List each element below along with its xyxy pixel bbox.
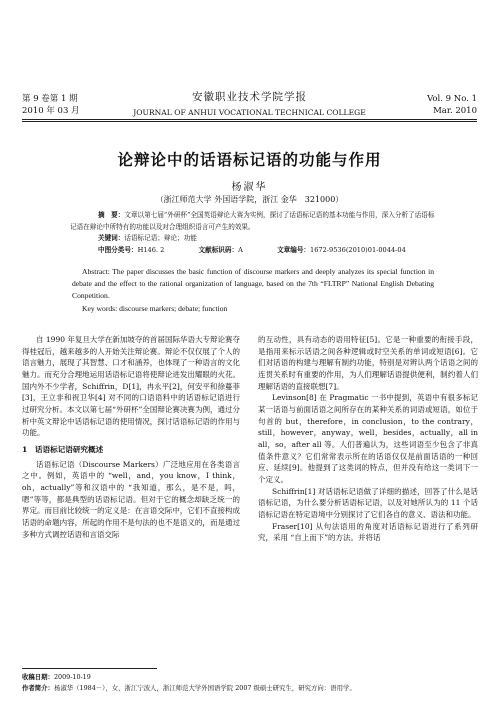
left-paragraph-1: 自 1990 年复旦大学在新加坡夺的首届国际华语大专辩论赛夺得桂冠后，越来越多的人开始关注辩论赛。辩论不仅仅展了个人的语言魅力，展现了其智慧、口才和涵养，也体现了一种语言的文化魅力。而充分合理地运用话语标记语将使辩论进发出耀眼的火花。国内外不少学者，Schiffrin，D[1]，冉永平[2]，何安平和徐蔓菲[3]，王立非和祝卫华[4] 对不同的口语语料中的话语标记语进行过研究分析。本文以第七届“外研杯”全国辩论赛决赛为例，通过分析中英文辩论中话语标记语的使用情况，探讨话语标记语的作用与功能。 bbox=[22, 335, 240, 438]
article-number: 1672-9536(2010)01-0044-04 bbox=[310, 245, 406, 254]
doc-code: A bbox=[238, 245, 243, 254]
article-title: 论辩论中的话语标记语的功能与作用 bbox=[117, 150, 382, 169]
received-label: 收稿日期： bbox=[22, 673, 54, 681]
author-bio: 杨淑华（1984－），女，浙江宁波人，浙江师范大学外国语学院 2007 级硕士研究生，研究方向：语用学。 bbox=[53, 684, 356, 692]
right-paragraph-4: Fraser[10] 从句法语用的角度对话语标记语进行了系列研究，采用 “自上而下”的方法。并将话 bbox=[258, 521, 478, 543]
received-date: 2009-10-19 bbox=[53, 673, 91, 681]
keywords-label: 关键词： bbox=[98, 234, 125, 242]
author-name: 杨淑华 bbox=[231, 182, 268, 193]
journal-title-cn: 安徽职业技术学院学报 bbox=[192, 91, 307, 103]
keywords-text: 话语标记语；辩论；功能 bbox=[124, 234, 197, 242]
keywords-en: Key words: discourse markers; debate; function bbox=[82, 304, 228, 313]
abstract-cn bbox=[70, 210, 440, 256]
right-paragraph-1: 的互动性，具有动态的语用特征[5]。它是一种重要的衔接手段，是指用来标示话语之间各种逻辑或时空关系的单词或短语[6]。它们对话语的构建与理解有制约功能，特别是对辨认两个话语之间的连贯关系时有重要的作用，为人们理解话语提供便利，制约着人们理解话语的直接联想[7]。 bbox=[258, 335, 478, 391]
footnote-rule bbox=[22, 668, 157, 669]
header-rule-thin bbox=[22, 121, 477, 122]
right-paragraph-2: Levinson[8] 在 Pragmatic 一书中提到，英语中有很多标记某一话语与前面话语之间所存在的某种关系的词语或短语，如位于句首的 but，therefore，in conclusion，to the contrary，still，however，anyway，well，besides，actually，all in all，so，after all 等。人们普遍认为，这些词语至少包含了非真值条件意义？它们常常表示所在的话语仅仅是前面话语的一种回应、延续[9]。他提到了这类词的特点，但并没有给这一类词下一个定义。 bbox=[258, 393, 478, 484]
author-affiliation: （浙江师范大学 外国语学院，浙江 金华 321000） bbox=[155, 195, 344, 204]
body-left-column bbox=[22, 334, 240, 540]
header-rule bbox=[22, 119, 477, 120]
footnote bbox=[22, 672, 482, 694]
author-bio-label: 作者简介： bbox=[22, 684, 54, 692]
issue-date-en: Mar. 2010 bbox=[433, 106, 477, 116]
class-number: H146. 2 bbox=[137, 245, 165, 254]
abstract-en: Abstract: The paper discusses the basic function of discourse markers and deeply analyzes its special function in debate and the effect to the rational organization of language, based on the 7th “FLTRP” National English Debating Conpetition. bbox=[72, 267, 434, 300]
section-heading: 1 话语标记语研究概述 bbox=[22, 444, 104, 454]
journal-title-en: JOURNAL OF ANHUI VOCATIONAL TECHNICAL COLLEGE bbox=[133, 108, 366, 117]
volume-number: Vol. 9 No. 1 bbox=[427, 94, 477, 104]
doc-code-label: 文献标识码： bbox=[198, 245, 239, 254]
left-paragraph-2: 话语标记语（Discourse Markers）广泛地应用在各类语言之中。例如，英语中的 “well，and，you know，I think，oh，actually”等和汉语中的 “我知道，那么，是不是，吗，嗯”等等，都是典型的话语标记语。但对于它的概念却缺乏统一的界定。而目前比较统一的定义是：在言语交际中，它们不直接构成话语的命题内容，所起的作用不是句法的也不是语义的，而是通过多种方式调控话语和言语交际 bbox=[22, 459, 240, 539]
body-right-column bbox=[258, 334, 478, 544]
class-number-label: 中图分类号： bbox=[98, 245, 138, 254]
abstract-text: 文章以第七届“外研杯”全国英语辩论大赛为实例，探讨了话语标记语的基本功能与作用，深入分析了话语标记语在辩论中所特有的功能以及对合理组织语言可产生的效果。 bbox=[70, 211, 435, 231]
right-paragraph-3: Schiffrin[1] 对话语标记语做了详细的描述，回答了什么是话语标记语，为什么要分析话语标记语，以及对她所认为的 11 个话语标记语在特定语境中分别探讨了它们各自的意义、语法和功能。 bbox=[258, 486, 478, 519]
journal-issue: 第 9 卷第 1 期 bbox=[22, 94, 78, 104]
article-number-label: 文章编号： bbox=[277, 245, 311, 254]
issue-date: 2010 年 03 月 bbox=[22, 106, 80, 116]
abstract-label: 摘 要： bbox=[98, 211, 125, 219]
